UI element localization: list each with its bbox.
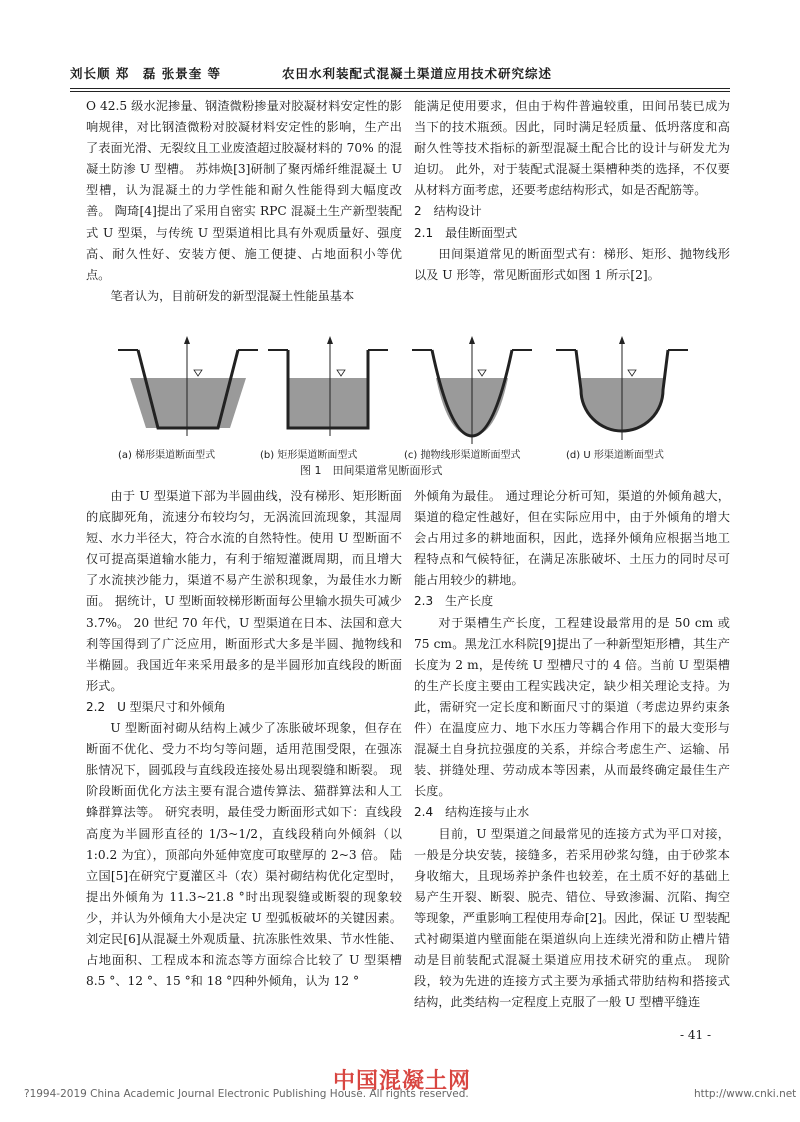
header-rule-thin xyxy=(70,91,730,92)
left-column-bottom xyxy=(86,486,402,992)
paragraph: U 型断面衬砌从结构上减少了冻胀破坏现象，但存在断面不优化、受力不均匀等问题，适用范围受限，在强冻胀情况下，圆弧段与直线段连接处易出现裂缝和断裂。 现阶段断面优化方法主要有混合遗传算法、猫群算法和人工蜂群算法等。 研究表明，最佳受力断面形式如下：直线段高度为半圆形直径的 1/3~1/2，直线段稍向外倾斜（以 1:0.2 为宜），顶部向外延伸宽度可取壁厚的 2~3 倍。 陆立国[5]在研究宁夏灌区斗（农）渠衬砌结构优化定型时，提出外倾角为 11.3~21.8 °时出现裂缝或断裂的现象较少，并认为外倾角大小是决定 U 型弧板破坏的关键因素。 刘定民[6]从混凝土外观质量、抗冻胀性效果、节水性能、占地面积、工程成本和流态等方面综合比较了 U 型渠槽 8.5 °、12 °、15 °和 18 °四种外倾角，认为 12 ° xyxy=(86,721,402,989)
subcaption-a: (a) 梯形渠道断面型式 xyxy=(118,450,216,461)
paragraph: 由于 U 型渠道下部为半圆曲线，没有梯形、矩形断面的底脚死角，流速分布较均匀，无涡流回流现象，其湿周短、水力半径大，符合水流的自然特性。使用 U 型断面不仅可提高渠道输水能力，有利于缩短灌溉周期，而且增大了水流挟沙能力，渠道不易产生淤积现象，为最佳水力断面。 据统计，U 型断面较梯形断面每公里输水损失可减少 3.7%。 20 世纪 70 年代，U 型渠道在日本、法国和意大利等国得到了广泛应用，断面形式大多是半圆、抛物线和半椭圆。我国近年来采用最多的是半圆形加直线段的断面形式。 xyxy=(86,489,402,693)
trapezoid-section xyxy=(118,336,258,436)
header-rule xyxy=(70,88,730,89)
parabola-section xyxy=(412,336,532,444)
header-title: 农田水利装配式混凝土渠道应用技术研究综述 xyxy=(282,66,553,81)
subsection-heading: 2.3 生产长度 xyxy=(414,594,494,609)
rectangle-section xyxy=(268,336,388,436)
subcaption-b: (b) 矩形渠道断面型式 xyxy=(260,450,358,461)
subcaption-d: (d) U 形渠道断面型式 xyxy=(566,450,664,461)
subsection-heading: 2.2 U 型渠尺寸和外倾角 xyxy=(86,699,226,714)
paragraph: 对于渠槽生产长度，工程建设最常用的是 50 cm 或 75 cm。黑龙江水科院[9]提出了一种新型矩形槽，其生产长度为 2 m，是传统 U 型槽尺寸的 4 倍。当前 U 型渠槽的生产长度主要由工程实践决定，缺少相关理论支持。为此，需研究一定长度和断面尺寸的渠道（考虑边界约束条件）在温度应力、地下水压力等耦合作用下的最大变形与混凝土自身抗拉强度的关系，并综合考虑生产、运输、吊装、拼缝处理、劳动成本等因素，从而最终确定最佳生产长度。 xyxy=(414,615,730,799)
header-authors: 刘长顺 郑 磊 张景奎 等 xyxy=(70,66,222,81)
subsection-heading: 2.1 最佳断面型式 xyxy=(414,225,518,240)
paragraph: 能满足使用要求，但由于构件普遍较重，田间吊装已成为当下的技术瓶颈。因此，同时满足轻质量、低坍落度和高耐久性等技术指标的新型混凝土配合比的设计与研发尤为迫切。 此外，对于装配式混凝土渠槽种类的选择，不仅要从材料方面考虑，还要考虑结构形式，如是否配筋等。 xyxy=(414,99,730,198)
paragraph: O 42.5 级水泥掺量、钢渣微粉掺量对胶凝材料安定性的影响规律，对比钢渣微粉对胶凝材料安定性的影响，生产出了表面光滑、无裂纹且工业废渣超过胶凝材料的 70% 的混凝土防渗 U 型槽。 苏炜焕[3]研制了聚丙烯纤维混凝土 U 型槽，认为混凝土的力学性能和耐久性能得到大幅度改善。 陶琦[4]提出了采用自密实 RPC 混凝土生产新型装配式 U 型渠，与传统 U 型渠道相比具有外观质量好、强度高、耐久性好、安装方便、施工便捷、占地面积小等优点。 xyxy=(86,99,402,282)
section-heading: 2 结构设计 xyxy=(414,204,482,219)
page-number: - 41 - xyxy=(680,1028,712,1042)
paragraph: 田间渠道常见的断面型式有：梯形、矩形、抛物线形以及 U 形等，常见断面形式如图 1 所示[2]。 xyxy=(414,246,730,282)
paragraph: 目前，U 型渠道之间最常见的连接方式为平口对接，一般是分块安装，接缝多，若采用砂浆勾缝，由于砂浆本身收缩大，且现场养护条件也较差，在土质不好的基础上易产生开裂、断裂、脱壳、错位、导致渗漏、沉陷、掏空等现象，严重影响工程使用寿命[2]。因此，保证 U 型装配式衬砌渠道内壁面能在渠道纵向上连续光滑和防止槽片错动是目前装配式混凝土渠道应用技术研究的重点。 现阶段，较为先进的连接方式主要为承插式带肋结构和搭接式结构，此类结构一定程度上克服了一般 U 型槽平缝连 xyxy=(414,826,730,1010)
footer-url: http://www.cnki.net xyxy=(694,1088,797,1100)
left-column-top xyxy=(86,96,402,307)
copyright-footer: ?1994-2019 China Academic Journal Electronic Publishing House. All rights reserved. xyxy=(24,1088,469,1100)
watermark-logo: 中国混凝土网 xyxy=(333,1069,472,1094)
right-column-bottom xyxy=(414,486,730,1013)
figure-caption: 图 1 田间渠道常见断面形式 xyxy=(300,464,443,477)
paragraph: 笔者认为，目前研发的新型混凝土性能虽基本 xyxy=(110,288,355,303)
figure-1 xyxy=(108,336,728,476)
paragraph: 外倾角为最佳。 通过理论分析可知，渠道的外倾角越大，渠道的稳定性越好，但在实际应用中，由于外倾角的增大会占用过多的耕地面积，因此，选择外倾角应根据当地工程特点和气候特征，在满足冻胀破坏、土压力的同时尽可能占用较少的耕地。 xyxy=(414,489,730,588)
u-shape-section xyxy=(556,336,688,440)
subcaption-c: (c) 抛物线形渠道断面型式 xyxy=(404,450,521,461)
right-column-top xyxy=(414,96,730,286)
subsection-heading: 2.4 结构连接与止水 xyxy=(414,805,530,820)
